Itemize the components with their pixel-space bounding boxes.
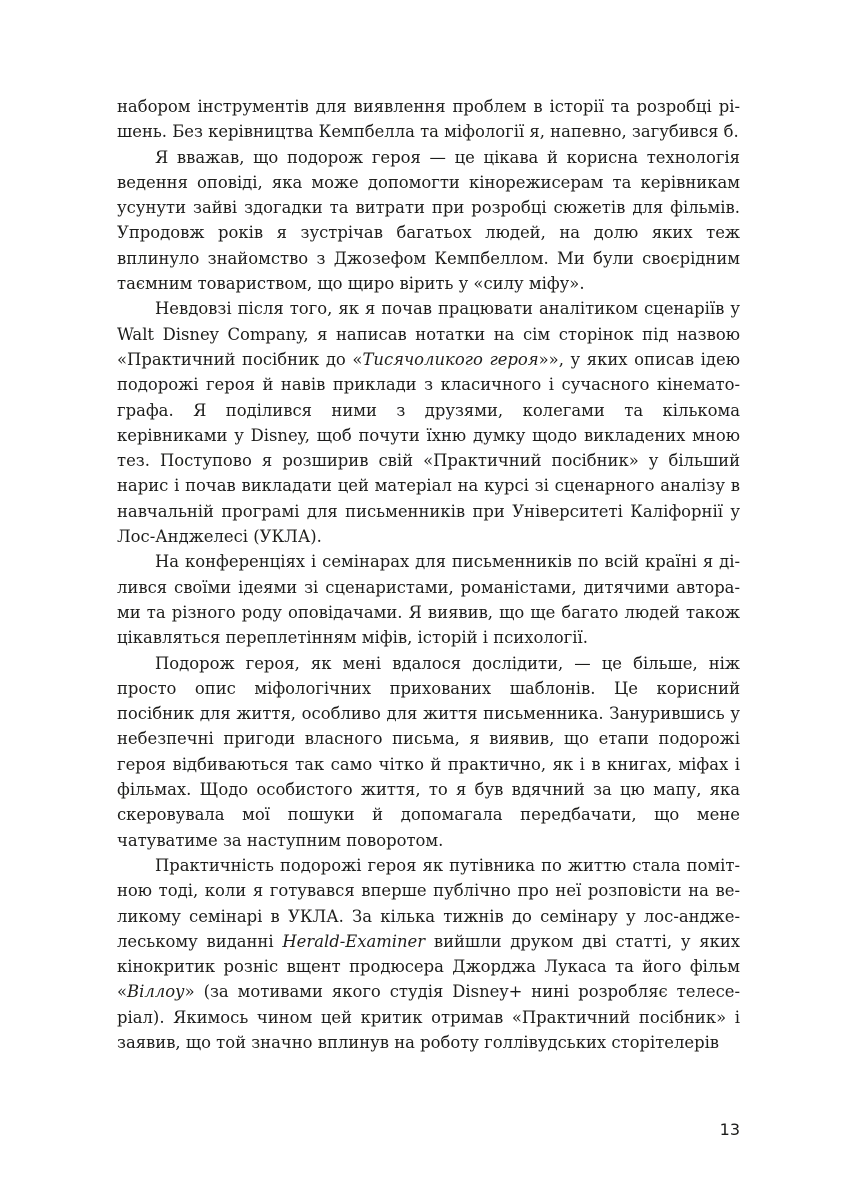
- page-number: 13: [719, 1120, 740, 1139]
- italic-book-title: Тисячоликого героя: [362, 349, 539, 369]
- text-segment: » (за мотивами якого студія Disney+ нині розробляє телесеріал). Якимось чином цей критик отримав «Практичний посібник» і заявив, що той значно вплинув на роботу голлівудських сторітелерів: [117, 982, 740, 1052]
- paragraph-1: [117, 94, 740, 145]
- paragraph-6: [117, 853, 740, 1055]
- text-segment: Невдовзі після того, як я почав працювати аналітиком сценаріїв у Walt Disney Company, я написав нотатки на сім сторінок під назвою «Практичний посібник до «: [117, 299, 740, 369]
- italic-film-title: Віллоу: [127, 982, 185, 1002]
- text-segment: Практичність подорожі героя як путівника по життю стала помітною тоді, коли я готувався вперше публічно про неї розповісти на великому семінарі в УКЛА. За кілька тижнів до семінару у лос-анджелеському виданні: [117, 855, 740, 951]
- text-segment: вийшли друком дві статті, у яких кінокритик розніс вщент продюсера Джорджа Лукаса та його фільм «: [117, 931, 740, 1002]
- body-text: [117, 94, 740, 1055]
- text-segment: Подорож героя, як мені вдалося дослідити, — це більше, ніж просто опис міфологічних прихованих шаблонів. Це корисний посібник для життя, особливо для життя письменника. Занурившись у небезпечні пригоди власного письма, я виявив, що етапи подорожі героя відбиваються так само чітко й практично, як і в книгах, міфах і фільмах. Щодо особистого життя, то я був вдячний за цю мапу, яка скеровувала мої пошуки й допомагала передбачати, що мене чатуватиме за наступним поворотом.: [117, 653, 740, 850]
- text-segment: набором інструментів для виявлення проблем в історії та розробці рішень. Без керівництва Кемпбелла та міфології я, напевно, загубився б.: [117, 97, 740, 142]
- text-segment: »», у яких описав ідею подорожі героя й навів приклади з класичного і сучасного кінематографа. Я поділився ними з друзями, колегами та кількома керівниками у Disney, щоб почути їхню думку щодо викладених мною тез. Поступово я розширив свій «Практичний посібник» у більший нарис і почав викладати цей матеріал на курсі зі сценарного аналізу в навчальній програмі для письменників при Університеті Каліфорнії у Лос-Анджелесі (УКЛА).: [117, 349, 740, 547]
- paragraph-4: [117, 549, 740, 650]
- text-segment: Я вважав, що подорож героя — це цікава й корисна технологія ведення оповіді, яка може допомогти кінорежисерам та керівникам усунути зайві здогадки та витрати при розробці сюжетів для фільмів. Упродовж років я зустрічав багатьох людей, на долю яких теж вплинуло знайомство з Джозефом Кемпбеллом. Ми були своєрідним таємним товариством, що щиро вірить у «силу міфу».: [117, 147, 740, 294]
- italic-publication-title: Herald-Examiner: [282, 931, 426, 951]
- paragraph-5: [117, 651, 740, 853]
- paragraph-2: [117, 145, 740, 297]
- text-segment: На конференціях і семінарах для письменників по всій країні я ділився своїми ідеями зі сценаристами, романістами, дитячими авторами та різного роду оповідачами. Я виявив, що ще багато людей також цікавляться переплетінням міфів, історій і психології.: [117, 552, 740, 648]
- paragraph-3: [117, 296, 740, 549]
